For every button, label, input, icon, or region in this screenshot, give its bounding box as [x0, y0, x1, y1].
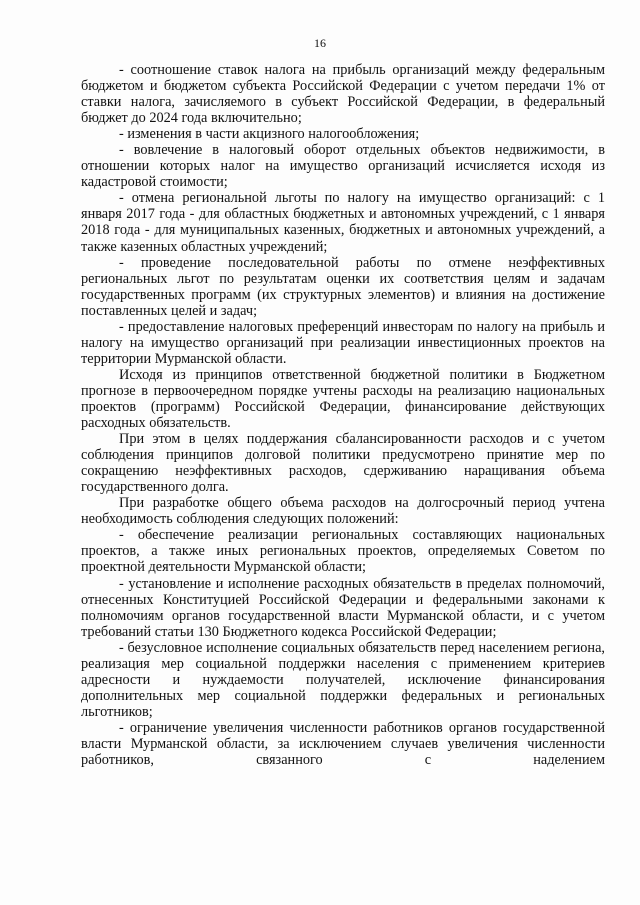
paragraph: - вовлечение в налоговый оборот отдельных объектов недвижимости, в отношении которых налог на имущество организаций исчисляется исходя из кадастровой стоимости; [81, 142, 605, 191]
paragraph-continued: - ограничение увеличения численности работников органов государственной власти Мурманской области, за исключением случаев увеличения численности работников, связанного с наделением [81, 719, 605, 769]
paragraph: - установление и исполнение расходных обязательств в пределах полномочий, отнесенных Конституцией Российской Федерации и федеральными законами к полномочиям органов государственной власти Мурманской области, и с учетом требований статьи 130 Бюджетного кодекса Российской Федерации; [81, 575, 605, 640]
paragraph: - проведение последовательной работы по отмене неэффективных региональных льгот по результатам оценки их соответствия целям и задачам государственных программ (их структурных элементов) и влияния на достижение поставленных целей и задач; [81, 254, 605, 319]
document-body [81, 62, 605, 768]
page-number: 16 [314, 36, 326, 50]
paragraph: При этом в целях поддержания сбалансированности расходов и с учетом соблюдения принципов долговой политики предусмотрено принятие мер по сокращению неэффективных расходов, сдерживанию наращивания объема государственного долга. [81, 431, 605, 496]
paragraph: - обеспечение реализации региональных составляющих национальных проектов, а также иных региональных проектов, определяемых Советом по проектной деятельности Мурманской области; [81, 527, 605, 576]
paragraph: - соотношение ставок налога на прибыль организаций между федеральным бюджетом и бюджетом субъекта Российской Федерации с учетом передачи 1% от ставки налога, зачисляемого в субъект Российской Федерации, в федеральный бюджет до 2024 года включительно; [81, 62, 605, 127]
paragraph: - предоставление налоговых преференций инвесторам по налогу на прибыль и налогу на имущество организаций при реализации инвестиционных проектов на территории Мурманской области. [81, 318, 605, 367]
paragraph: При разработке общего объема расходов на долгосрочный период учтена необходимость соблюдения следующих положений: [81, 495, 605, 528]
paragraph: - отмена региональной льготы по налогу на имущество организаций: с 1 января 2017 года - для областных бюджетных и автономных учреждений, с 1 января 2018 года - для муниципальных казенных, бюджетных и автономных учреждений, а также казенных областных учреждений; [81, 190, 605, 255]
paragraph: - безусловное исполнение социальных обязательств перед населением региона, реализация мер социальной поддержки населения с применением критериев адресности и нуждаемости получателей, исключение финансирования дополнительных мер социальной поддержки федеральных и региональных льготников; [81, 639, 605, 720]
paragraph: Исходя из принципов ответственной бюджетной политики в Бюджетном прогнозе в первоочередном порядке учтены расходы на реализацию национальных проектов (программ) Российской Федерации, финансирование действующих расходных обязательств. [81, 366, 605, 432]
paragraph: - изменения в части акцизного налогообложения; [119, 126, 420, 143]
